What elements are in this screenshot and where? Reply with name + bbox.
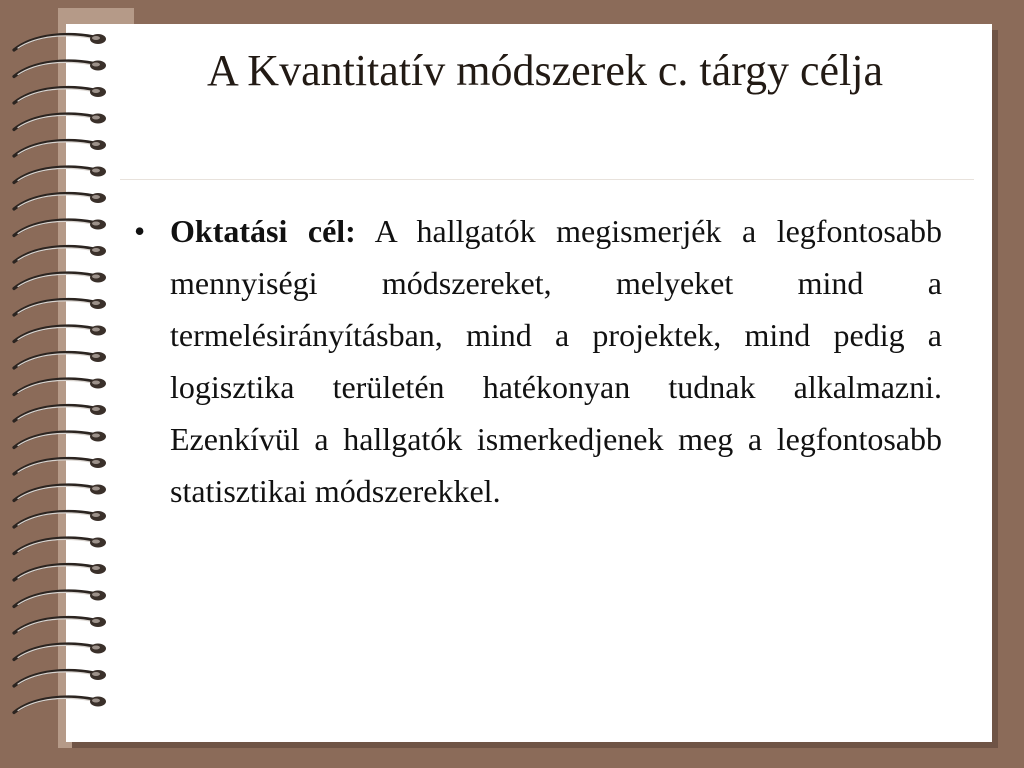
spiral-ring — [14, 352, 106, 368]
spiral-ring — [14, 326, 106, 342]
spiral-ring — [14, 34, 106, 50]
spiral-ring — [14, 485, 106, 501]
title-divider — [120, 179, 974, 180]
spiral-ring — [14, 61, 106, 77]
spiral-ring — [14, 538, 106, 554]
spiral-ring — [14, 193, 106, 209]
bullet-marker: • — [134, 213, 146, 249]
spiral-ring — [14, 379, 106, 395]
slide-title: A Kvantitatív módszerek c. tárgy célja — [206, 46, 884, 95]
spiral-ring — [14, 617, 106, 633]
spiral-binding-icon — [0, 0, 120, 768]
bullet-item — [134, 205, 942, 517]
spiral-ring — [14, 87, 106, 103]
bullet-list — [134, 205, 942, 517]
spiral-ring — [14, 432, 106, 448]
spiral-ring — [14, 644, 106, 660]
spiral-ring — [14, 140, 106, 156]
spiral-ring — [14, 697, 106, 713]
bullet-text: A hallgatók megismerjék a legfontosabb mennyiségi módszereket, melyeket mind a termelésirányításban, mind a projektek, mind pedig a logisztika területén hatékonyan tudnak alkalmazni. Ezenkívül a hallgatók ismerkedjenek meg a legfontosabb statisztikai módszerekkel. — [170, 213, 943, 509]
spiral-ring — [14, 167, 106, 183]
spiral-ring — [14, 114, 106, 130]
spiral-ring — [14, 511, 106, 527]
spiral-ring — [14, 670, 106, 686]
spiral-ring — [14, 273, 106, 289]
bullet-lead: Oktatási cél: — [170, 213, 356, 249]
spiral-ring — [14, 220, 106, 236]
spiral-ring — [14, 299, 106, 315]
spiral-ring — [14, 564, 106, 580]
spiral-ring — [14, 405, 106, 421]
spiral-ring — [14, 591, 106, 607]
spiral-ring — [14, 458, 106, 474]
spiral-ring — [14, 246, 106, 262]
